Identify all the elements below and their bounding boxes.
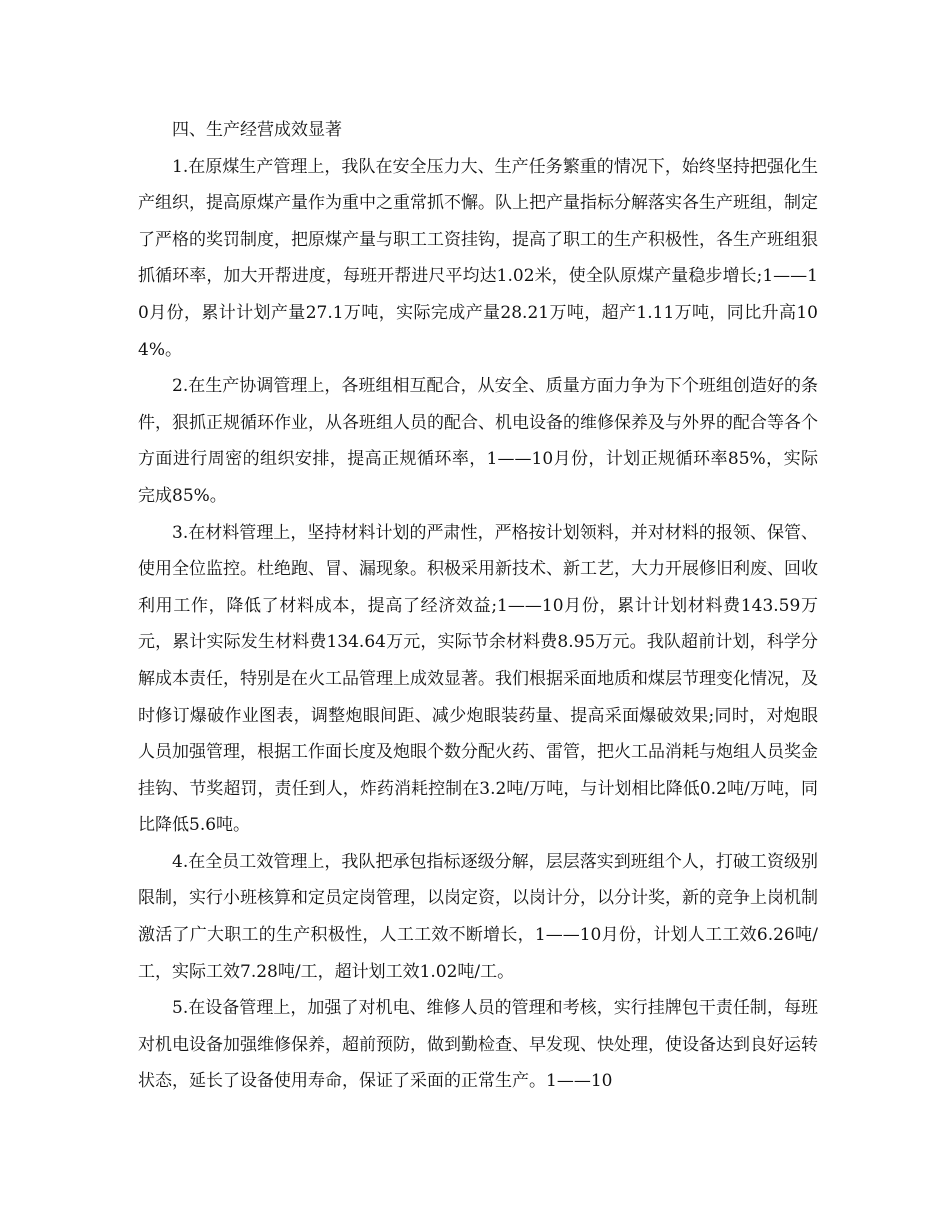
paragraph-labor-efficiency: 4.在全员工效管理上，我队把承包指标逐级分解，层层落实到班组个人，打破工资级别限制，实行小班核算和定员定岗管理，以岗定资，以岗计分，以分计奖，新的竞争上岗机制激活了广大职工的生产积极性，人工工效不断增长，1——10月份，计划人工工效6.26吨/工，实际工效7.28吨/工，超计划工效1.02吨/工。 [138, 851, 818, 982]
paragraph-raw-coal-production: 1.在原煤生产管理上，我队在安全压力大、生产任务繁重的情况下，始终坚持把强化生产组织，提高原煤产量作为重中之重常抓不懈。队上把产量指标分解落实各生产班组，制定了严格的奖罚制度，把原煤产量与职工工资挂钩，提高了职工的生产积极性，各生产班组狠抓循环率，加大开帮进度，每班开帮进尺平均达1.02米，使全队原煤产量稳步增长;1——10月份，累计计划产量27.1万吨，实际完成产量28.21万吨，超产1.11万吨，同比升高104%。 [138, 156, 818, 360]
paragraph-production-coordination: 2.在生产协调管理上，各班组相互配合，从安全、质量方面力争为下个班组创造好的条件，狠抓正规循环作业，从各班组人员的配合、机电设备的维修保养及与外界的配合等各个方面进行周密的组织安排，提高正规循环率，1——10月份，计划正规循环率85%，实际完成85%。 [138, 376, 818, 506]
paragraph-equipment-management: 5.在设备管理上，加强了对机电、维修人员的管理和考核，实行挂牌包干责任制，每班对机电设备加强维修保养，超前预防，做到勤检查、早发现、快处理，使设备达到良好运转状态，延长了设备使用寿命，保证了采面的正常生产。1——10 [138, 998, 818, 1092]
section-heading: 四、生产经营成效显著 [172, 120, 342, 140]
document-body [138, 112, 818, 1100]
paragraph-material-management: 3.在材料管理上，坚持材料计划的严肃性，严格按计划领料，并对材料的报领、保管、使用全位监控。杜绝跑、冒、漏现象。积极采用新技术、新工艺，大力开展修旧利废、回收利用工作，降低了材料成本，提高了经济效益;1——10月份，累计计划材料费143.59万元，累计实际发生材料费134.64万元，实际节余材料费8.95万元。我队超前计划，科学分解成本责任，特别是在火工品管理上成效显著。我们根据采面地质和煤层节理变化情况，及时修订爆破作业图表，调整炮眼间距、减少炮眼装药量、提高采面爆破效果;同时，对炮眼人员加强管理，根据工作面长度及炮眼个数分配火药、雷管，把火工品消耗与炮组人员奖金挂钩、节奖超罚，责任到人，炸药消耗控制在3.2吨/万吨，与计划相比降低0.2吨/万吨，同比降低5.6吨。 [138, 522, 818, 836]
